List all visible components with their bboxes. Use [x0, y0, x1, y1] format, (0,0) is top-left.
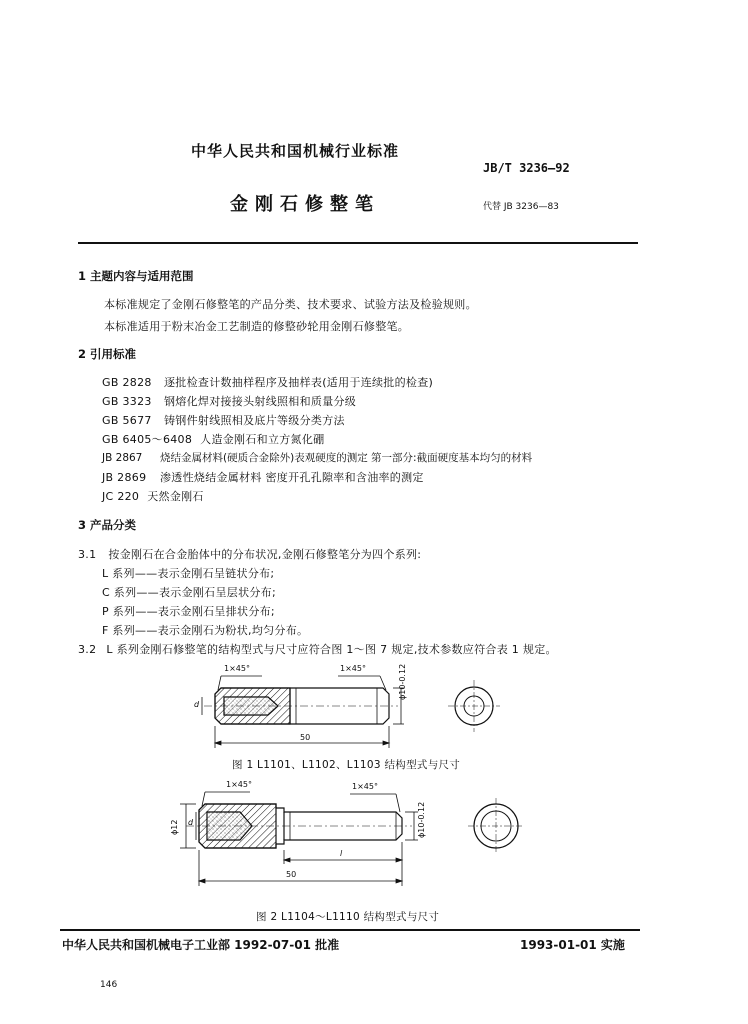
figure2-chamfer-right: 1×45° — [352, 782, 378, 791]
reference-title: 钢熔化焊对接接头射线照相和质量分级 — [164, 395, 357, 408]
reference-code: GB 3323 — [102, 395, 152, 408]
implementation-date: 1993-01-01 实施 — [520, 938, 625, 952]
figure2-end-view — [468, 798, 524, 854]
series-item: C 系列——表示金刚石呈层状分布; — [102, 586, 276, 599]
section3-heading: 3 产品分类 — [78, 518, 137, 532]
clause-text: 按金刚石在合金胎体中的分布状况,金刚石修整笔分为四个系列: — [108, 548, 422, 561]
figure1-pen-body — [204, 688, 398, 724]
reference-code: JC 220 — [102, 490, 140, 503]
section1-paragraph: 本标准规定了金刚石修整笔的产品分类、技术要求、试验方法及检验规则。 — [104, 298, 477, 311]
figure2-chamfer-left: 1×45° — [226, 780, 252, 789]
figure2-pen-body — [186, 804, 412, 848]
standard-number: JB/T 3236—92 — [483, 161, 570, 175]
reference-code: JB 2867 — [102, 452, 143, 464]
figure1-chamfer-right: 1×45° — [340, 664, 366, 673]
reference-title: 铸钢件射线照相及底片等级分类方法 — [164, 414, 345, 427]
series-item: F 系列——表示金刚石为粉状,均匀分布。 — [102, 624, 309, 637]
figure1-end-view — [448, 680, 500, 732]
standard-org-title: 中华人民共和国机械行业标准 — [191, 142, 400, 160]
section1-paragraph: 本标准适用于粉末冶金工艺制造的修整砂轮用金刚石修整笔。 — [104, 320, 410, 333]
figure2-dim-length: 50 — [286, 870, 297, 879]
reference-title: 烧结金属材料(硬质合金除外)表观硬度的测定 第一部分:截面硬度基本均匀的材料 — [160, 452, 533, 464]
reference-code: GB 5677 — [102, 414, 152, 427]
reference-code: JB 2869 — [102, 471, 147, 484]
series-item: L 系列——表示金刚石呈链状分布; — [102, 567, 275, 580]
page-number: 146 — [100, 980, 118, 990]
document-title: 金刚石修整笔 — [230, 194, 380, 215]
figure1-caption: 图 1 L1101、L1102、L1103 结构型式与尺寸 — [232, 759, 461, 771]
clause-number: 3.2 — [78, 643, 97, 656]
reference-title: 人造金刚石和立方氮化硼 — [200, 433, 325, 446]
figure2-dim-diameter: ϕ10-0.12 — [417, 801, 426, 838]
figure1-dim-length: 50 — [300, 733, 311, 742]
figure2-caption: 图 2 L1104～L1110 结构型式与尺寸 — [256, 911, 440, 923]
clause-text: L 系列金刚石修整笔的结构型式与尺寸应符合图 1～图 7 规定,技术参数应符合表 1 规定。 — [106, 643, 557, 656]
reference-code: GB 2828 — [102, 376, 152, 389]
reference-title: 逐批检查计数抽样程序及抽样表(适用于连续批的检查) — [164, 376, 434, 389]
replaces-standard: 代替 JB 3236—83 — [483, 202, 559, 212]
figure2-dim-outer: ϕ12 — [170, 819, 179, 835]
reference-code: GB 6405～6408 — [102, 433, 193, 446]
figure1-chamfer-left: 1×45° — [224, 664, 250, 673]
clause-number: 3.1 — [78, 548, 97, 561]
reference-title: 天然金刚石 — [147, 490, 204, 503]
approval-line: 中华人民共和国机械电子工业部 1992-07-01 批准 — [62, 938, 340, 952]
reference-title: 渗透性烧结金属材料 密度开孔孔隙率和含油率的测定 — [160, 471, 424, 484]
section2-heading: 2 引用标准 — [78, 347, 137, 361]
figure2-dim-l: l — [340, 849, 343, 858]
series-item: P 系列——表示金刚石呈排状分布; — [102, 605, 275, 618]
figure1-dim-diameter: ϕ10-0.12 — [398, 663, 407, 700]
figure2-dim-d: d — [188, 818, 194, 827]
figure1-dim-d: d — [194, 700, 200, 709]
section1-heading: 1 主题内容与适用范围 — [78, 269, 194, 283]
